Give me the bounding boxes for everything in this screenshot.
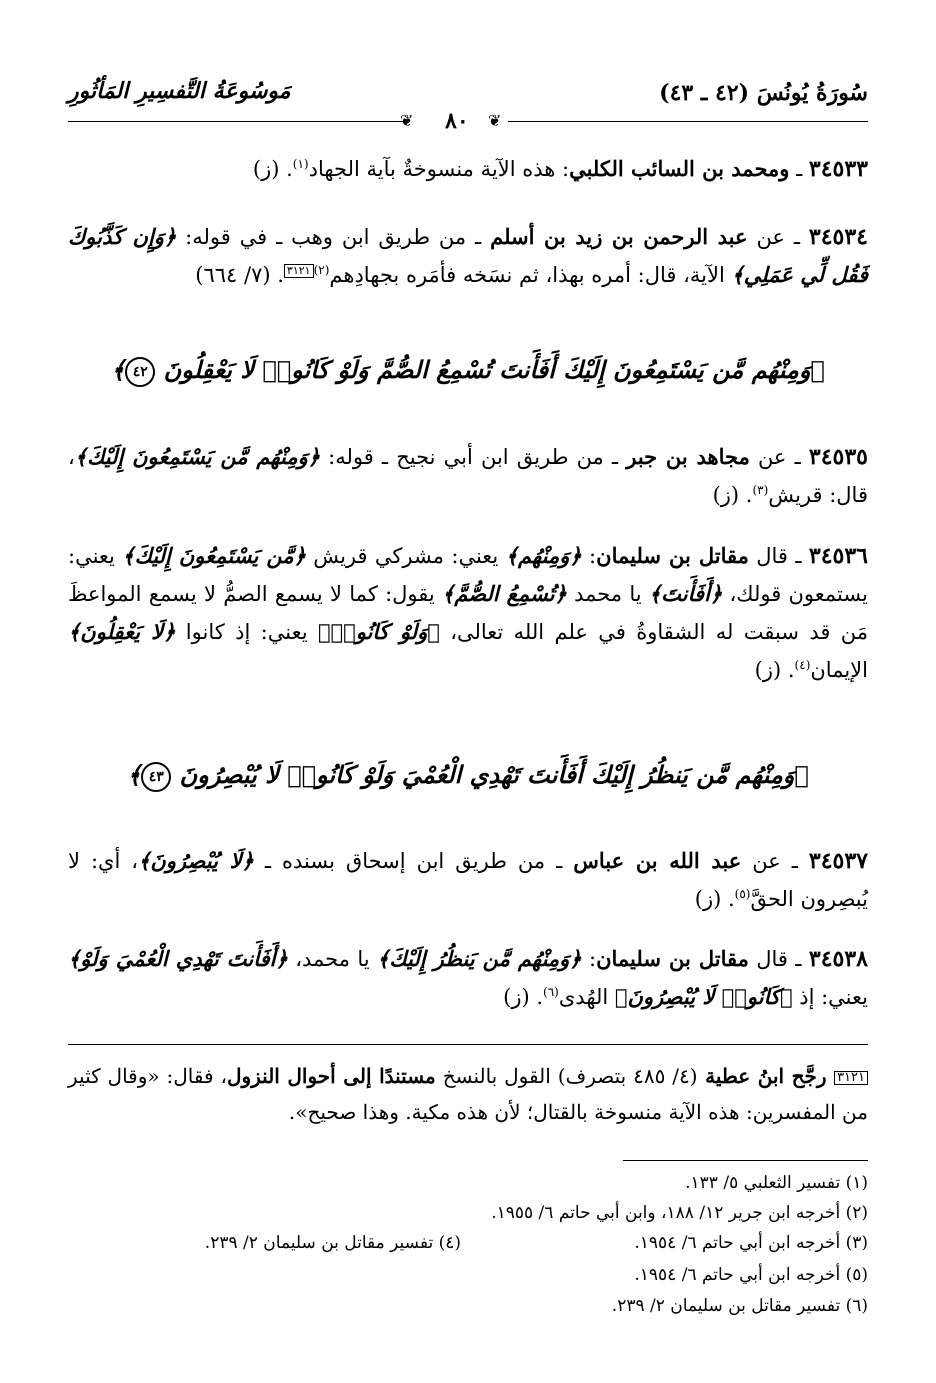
footnote-ref: (٢)	[313, 263, 330, 277]
quran-quote: ﴿لَا يُبْصِرُونَ﴾	[138, 848, 254, 873]
commentary-note: ٣١٢١ رجَّح ابنُ عطية (٤/ ٤٨٥ بتصرف) القول بالنسخ مستندًا إلى أحوال النزول، فقال: «وقال كثير من المفسرين: هذه الآية منسوخة بالقتال؛ لأن هذه مكية. وهذا صحيح».	[68, 1064, 868, 1124]
footnote-6: (٦) تفسير مقاتل بن سليمان ٢/ ٢٣٩.	[611, 1296, 868, 1316]
footnote-4: (٤) تفسير مقاتل بن سليمان ٢/ ٢٣٩.	[204, 1233, 461, 1253]
narrator: مقاتل بن سليمان	[596, 543, 749, 568]
verse-range: (٤٢ ـ ٤٣)	[659, 80, 750, 106]
verse-number-badge: ٤٣	[141, 762, 171, 792]
entry-34537: ٣٤٥٣٧ ـ عن عبد الله بن عباس ـ من طريق ابن إسحاق بسنده ـ ﴿لَا يُبْصِرُونَ﴾، أي: لا يُبصِرون الحقَّ$^{(٥)}$. (ز)	[68, 848, 868, 911]
footnote-ref: (٥)	[734, 887, 751, 901]
quran-quote: ﴿وَمِنْهُم مَّن يَسْتَمِعُونَ إِلَيْكَ﴾	[74, 444, 321, 469]
footnote-ref: (٤)	[794, 658, 811, 672]
footnote-ref: (٦)	[543, 985, 559, 999]
footnote-2: (٢) أخرجه ابن جرير ١٢/ ١٨٨، وابن أبي حاتم ٦/ ١٩٥٥.	[491, 1203, 868, 1223]
footnotes-divider	[623, 1160, 868, 1161]
header-rule-right	[508, 121, 868, 122]
quran-quote: ﴿وَإِن كَذَّبُوكَ فَقُل لِّي عَمَلِي﴾	[68, 224, 868, 287]
entry-34538: ٣٤٥٣٨ ـ قال مقاتل بن سليمان: ﴿وَمِنْهُم مَّن يَنظُرُ إِلَيْكَ﴾ يا محمد، ﴿أَفَأَنتَ تَهْدِي الْعُمْيَ وَلَوْ﴾ يعني: إذ ﴿كَانُوا۟ لَا يُبْصِرُونَ﴾ الهُدى$^{(٦)}$. (ز)	[68, 946, 868, 1009]
encyclopedia-title: مَوسُوعَةُ التَّفسِيرِ المَأثُورِ	[68, 78, 291, 104]
verse-43: ﴿وَمِنْهُم مَّن يَنظُرُ إِلَيْكَ أَفَأَنتَ تَهْدِي الْعُمْيَ وَلَوْ كَانُوا۟ لَا يُبْصِرُونَ ٤٣﴾	[68, 760, 868, 792]
entry-34534: ٣٤٥٣٤ ـ عن عبد الرحمن بن زيد بن أسلم ـ من طريق ابن وهب ـ في قوله: ﴿وَإِن كَذَّبُوكَ فَقُل لِّي عَمَلِي﴾ الآية، قال: أمره بهذا، ثم نسَخه فأمَره بجهادِهم$^{(٢)}$٣١٢١. (٧/ ٦٦٤)	[68, 224, 868, 287]
surah-title: سُورَةُ يُونُسَ	[756, 80, 868, 106]
footnote-3: (٣) أخرجه ابن أبي حاتم ٦/ ١٩٥٤.	[634, 1233, 868, 1253]
narrator: مجاهد بن جبر	[626, 444, 750, 469]
verse-42: ﴿وَمِنْهُم مَّن يَسْتَمِعُونَ إِلَيْكَ أَفَأَنتَ تُسْمِعُ الصُّمَّ وَلَوْ كَانُوا۟ لَا يَعْقِلُونَ ٤٢﴾	[68, 355, 868, 387]
footnote-ref: (١)	[292, 157, 309, 171]
entry-34533: ٣٤٥٣٣ ـ ومحمد بن السائب الكلبي: هذه الآية منسوخةٌ بآية الجهاد$^{(١)}$. (ز)	[252, 156, 868, 182]
entry-34535: ٣٤٥٣٥ ـ عن مجاهد بن جبر ـ من طريق ابن أبي نجيح ـ قوله: ﴿وَمِنْهُم مَّن يَسْتَمِعُونَ إِلَيْكَ﴾، قال: قريش$^{(٣)}$. (ز)	[68, 444, 868, 507]
note-box-label: ٣١٢١	[834, 1071, 868, 1085]
section-divider	[68, 1044, 868, 1045]
ornament-right-icon: ❦	[488, 111, 502, 130]
narrator: ومحمد بن السائب الكلبي	[569, 156, 790, 181]
page-number: ٨٠	[445, 108, 469, 134]
ornament-left-icon: ❦	[400, 111, 414, 130]
narrator: عبد الرحمن بن زيد بن أسلم	[490, 224, 748, 249]
note-ref-box: ٣١٢١	[284, 264, 314, 278]
footnote-5: (٥) أخرجه ابن أبي حاتم ٦/ ١٩٥٤.	[634, 1265, 868, 1285]
footnote-1: (١) تفسير الثعلبي ٥/ ١٣٣.	[685, 1173, 868, 1193]
footnote-ref: (٣)	[752, 483, 769, 497]
narrator: مقاتل بن سليمان	[596, 946, 749, 971]
verse-number-badge: ٤٢	[125, 357, 155, 387]
header-rule-left	[68, 121, 408, 122]
header-surah	[659, 80, 868, 106]
entry-34536: ٣٤٥٣٦ ـ قال مقاتل بن سليمان: ﴿وَمِنْهُم﴾ يعني: مشركي قريش ﴿مَّن يَسْتَمِعُونَ إِلَيْكَ﴾ يعني: يستمعون قولك، ﴿أَفَأَنتَ﴾ يا محمد ﴿تُسْمِعُ الصُّمَّ﴾ يقول: كما لا يسمع الصمُّ لا يسمع المواعظَ مَن قد سبقت له الشقاوةُ في علم الله تعالى، ﴿وَلَوْ كَانُوا۟﴾ يعني: إذ كانوا ﴿لَا يَعْقِلُونَ﴾ الإيمان$^{(٤)}$. (ز)	[68, 543, 868, 682]
narrator: عبد الله بن عباس	[573, 848, 742, 873]
